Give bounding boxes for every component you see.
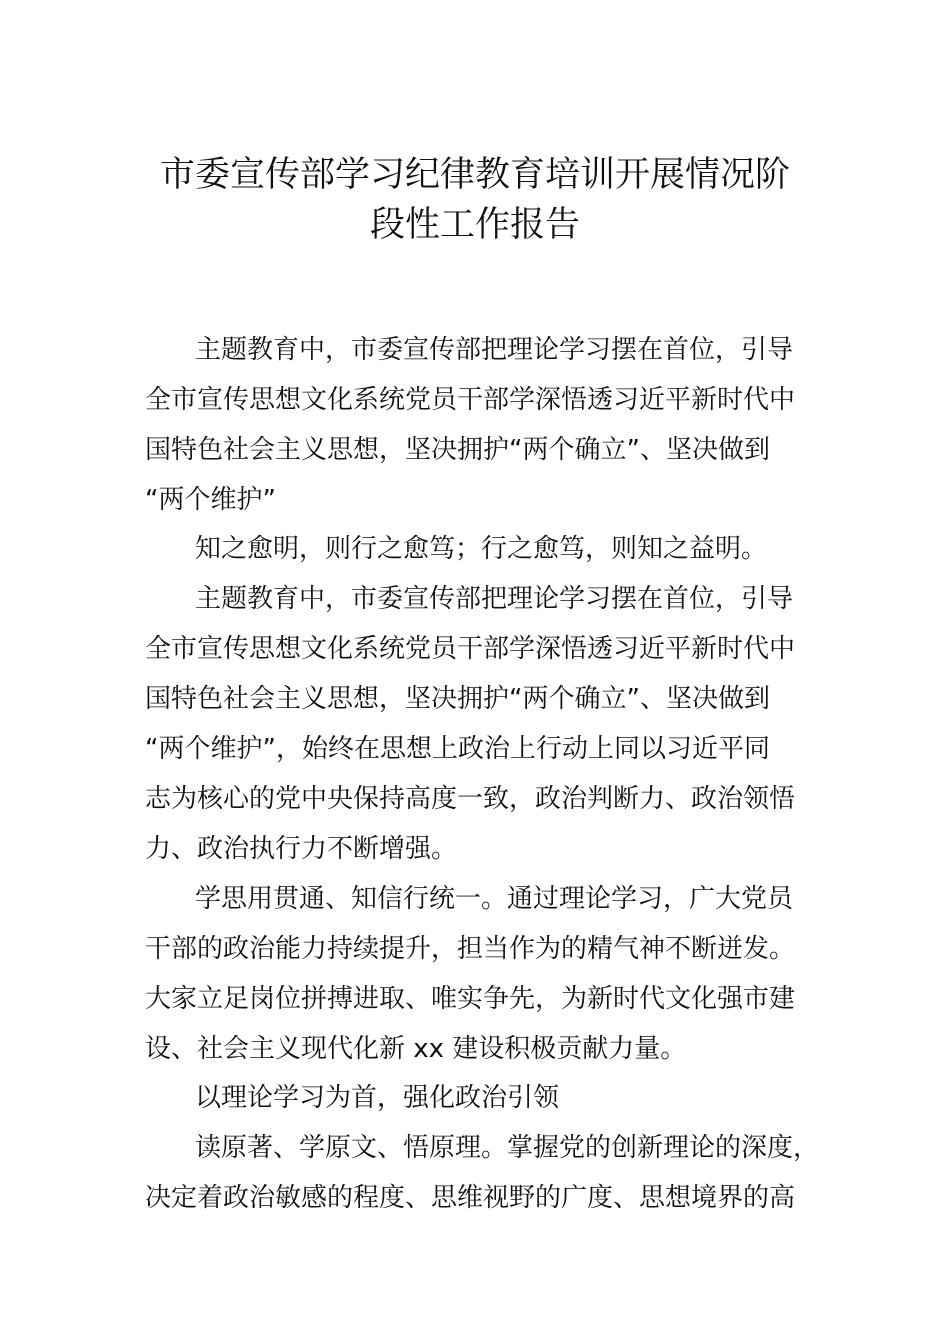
body-line-7: 全市宣传思想文化系统党员干部学深悟透习近平新时代中 <box>145 634 796 664</box>
body-line-1: 主题教育中，市委宣传部把理论学习摆在首位，引导 <box>195 335 794 365</box>
body-line-18: 决定着政治敏感的程度、思维视野的广度、思想境界的高 <box>145 1183 796 1213</box>
section-heading: 以理论学习为首，强化政治引领 <box>195 1083 560 1113</box>
body-line-12: 学思用贯通、知信行统一。通过理论学习，广大党员 <box>195 884 794 914</box>
body-line-2: 全市宣传思想文化系统党员干部学深悟透习近平新时代中 <box>145 385 796 415</box>
body-line-8: 国特色社会主义思想，坚决拥护“两个确立”、坚决做到 <box>145 684 770 714</box>
body-line-11: 力、政治执行力不断增强。 <box>145 834 458 864</box>
body-line-15: 设、社会主义现代化新 xx 建设积极贡献力量。 <box>145 1034 687 1064</box>
document-title-line-2: 段性工作报告 <box>369 205 580 245</box>
body-line-6: 主题教育中，市委宣传部把理论学习摆在首位，引导 <box>195 584 794 614</box>
body-line-3: 国特色社会主义思想，坚决拥护“两个确立”、坚决做到 <box>145 435 770 465</box>
body-line-4: “两个维护” <box>145 485 276 515</box>
body-line-10: 志为核心的党中央保持高度一致，政治判断力、政治领悟 <box>145 784 796 814</box>
body-line-9: “两个维护”，始终在思想上政治上行动上同以习近平同 <box>145 734 770 764</box>
document-title-line-1: 市委宣传部学习纪律教育培训开展情况阶 <box>159 155 790 195</box>
body-line-14: 大家立足岗位拼搏进取、唯实争先，为新时代文化强市建 <box>145 984 796 1014</box>
body-line-13: 干部的政治能力持续提升，担当作为的精气神不断迸发。 <box>145 934 796 964</box>
body-line-17: 读原著、学原文、悟原理。掌握党的创新理论的深度， <box>195 1133 820 1163</box>
body-line-5: 知之愈明，则行之愈笃；行之愈笃，则知之益明。 <box>195 534 768 564</box>
